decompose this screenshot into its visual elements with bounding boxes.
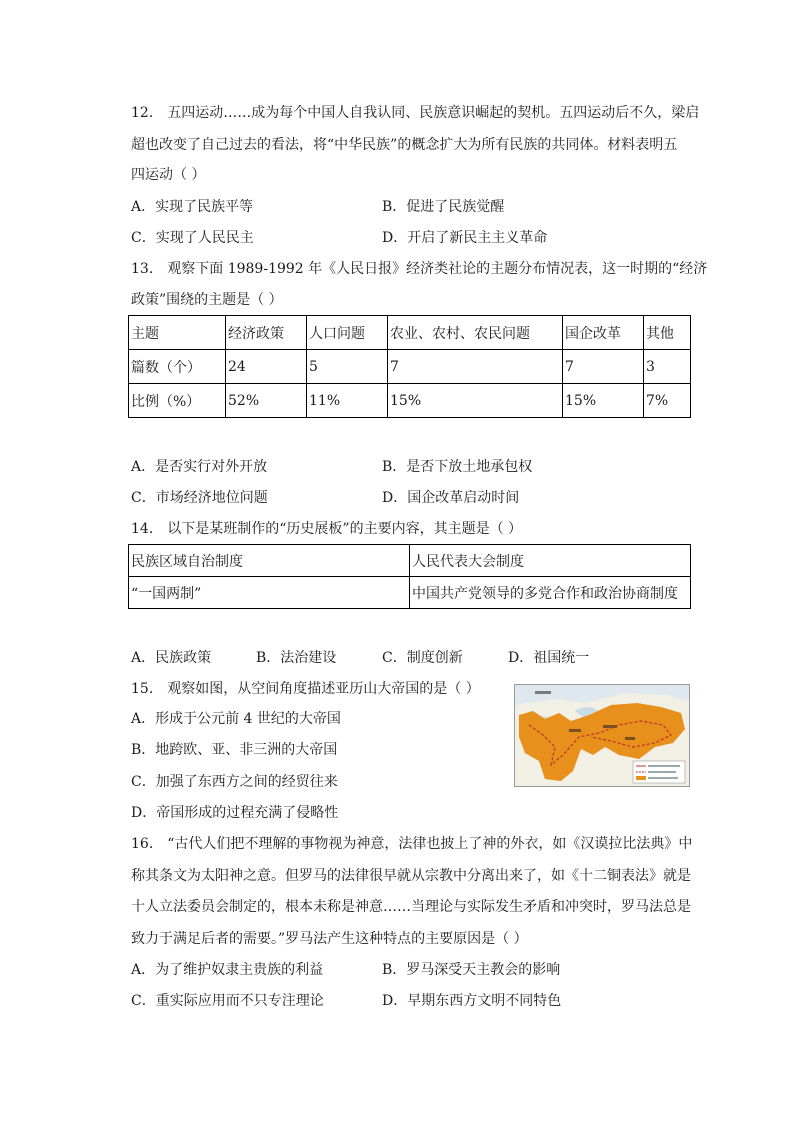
table-cell: “一国两制” <box>129 577 410 609</box>
q12-option-c: C．实现了人民民主 <box>131 230 254 246</box>
table-cell: 人口问题 <box>307 316 388 350</box>
table-cell: 民族区域自治制度 <box>129 545 410 577</box>
table-cell: 15% <box>563 384 644 418</box>
q16-stem-line-3: 十人立法委员会制定的，根本未称是神意……当理论与实际发生矛盾和冲突时，罗马法总是 <box>131 899 691 915</box>
q15-option-b: B．地跨欧、亚、非三洲的大帝国 <box>131 742 338 758</box>
q16-option-c: C．重实际应用而不只专注理论 <box>131 993 324 1009</box>
table-cell: 52% <box>226 384 307 418</box>
table-cell: 7% <box>644 384 691 418</box>
table-cell: 5 <box>307 350 388 384</box>
q14-table <box>128 544 691 609</box>
table-cell: 篇数（个） <box>129 350 226 384</box>
q12-option-b: B．促进了民族觉醒 <box>382 199 505 215</box>
table-cell: 15% <box>388 384 563 418</box>
table-cell: 11% <box>307 384 388 418</box>
q16-stem-line-4: 致力于满足后者的需要。”罗马法产生这种特点的主要原因是（ ） <box>131 931 528 947</box>
q13-table <box>128 315 691 418</box>
q16-stem-line-2: 称其条文为太阳神之意。但罗马的法律很早就从宗教中分离出来了，如《十二铜表法》就是 <box>131 868 691 884</box>
table-cell: 7 <box>563 350 644 384</box>
q12-stem-line-1: 12． 五四运动……成为每个中国人自我认同、民族意识崛起的契机。五四运动后不久，梁启 <box>131 105 700 121</box>
table-cell: 经济政策 <box>226 316 307 350</box>
table-cell: 3 <box>644 350 691 384</box>
q16-option-d: D．早期东西方文明不同特色 <box>382 993 562 1009</box>
q13-stem-line-1: 13． 观察下面 1989-1992 年《人民日报》经济类社论的主题分布情况表，这一时期的“经济 <box>131 261 708 277</box>
alexander-empire-map <box>514 684 690 787</box>
q16-option-a: A．为了维护奴隶主贵族的利益 <box>131 962 324 978</box>
q14-option-c: C．制度创新 <box>382 650 463 666</box>
q12-option-d: D．开启了新民主主义革命 <box>382 230 548 246</box>
q15-stem-line-1: 15． 观察如图，从空间角度描述亚历山大帝国的是（ ） <box>131 681 480 697</box>
q13-option-a: A．是否实行对外开放 <box>131 459 268 475</box>
map-graphic <box>515 685 689 786</box>
q15-option-a: A．形成于公元前 4 世纪的大帝国 <box>131 711 341 727</box>
q14-stem-line-1: 14． 以下是某班制作的“历史展板”的主要内容，其主题是（ ） <box>131 521 523 537</box>
q15-option-c: C．加强了东西方之间的经贸往来 <box>131 774 338 790</box>
q13-option-b: B．是否下放土地承包权 <box>382 459 533 475</box>
table-cell: 中国共产党领导的多党合作和政治协商制度 <box>410 577 691 609</box>
table-cell: 国企改革 <box>563 316 644 350</box>
q13-option-d: D．国企改革启动时间 <box>382 490 520 506</box>
q13-option-c: C．市场经济地位问题 <box>131 490 268 506</box>
q12-option-a: A．实现了民族平等 <box>131 199 254 215</box>
q16-option-b: B．罗马深受天主教会的影响 <box>382 962 561 978</box>
table-row <box>129 545 691 577</box>
table-cell: 主题 <box>129 316 226 350</box>
q14-option-b: B．法治建设 <box>256 650 337 666</box>
table-cell: 7 <box>388 350 563 384</box>
q13-stem-line-2: 政策”围绕的主题是（ ） <box>131 292 283 308</box>
q15-option-d: D．帝国形成的过程充满了侵略性 <box>131 805 339 821</box>
q12-stem-line-2: 超也改变了自己过去的看法，将“中华民族”的概念扩大为所有民族的共同体。材料表明五 <box>131 137 678 153</box>
table-cell: 比例（%） <box>129 384 226 418</box>
q14-option-a: A．民族政策 <box>131 650 212 666</box>
table-row <box>129 577 691 609</box>
table-cell: 24 <box>226 350 307 384</box>
table-row <box>129 350 691 384</box>
q14-option-d: D．祖国统一 <box>508 650 590 666</box>
q16-stem-line-1: 16． “古代人们把不理解的事物视为神意，法律也披上了神的外衣，如《汉谟拉比法典》中 <box>131 836 693 852</box>
table-row <box>129 384 691 418</box>
table-cell: 人民代表大会制度 <box>410 545 691 577</box>
table-row <box>129 316 691 350</box>
table-cell: 其他 <box>644 316 691 350</box>
table-cell: 农业、农村、农民问题 <box>388 316 563 350</box>
q12-stem-line-3: 四运动（ ） <box>131 167 206 183</box>
